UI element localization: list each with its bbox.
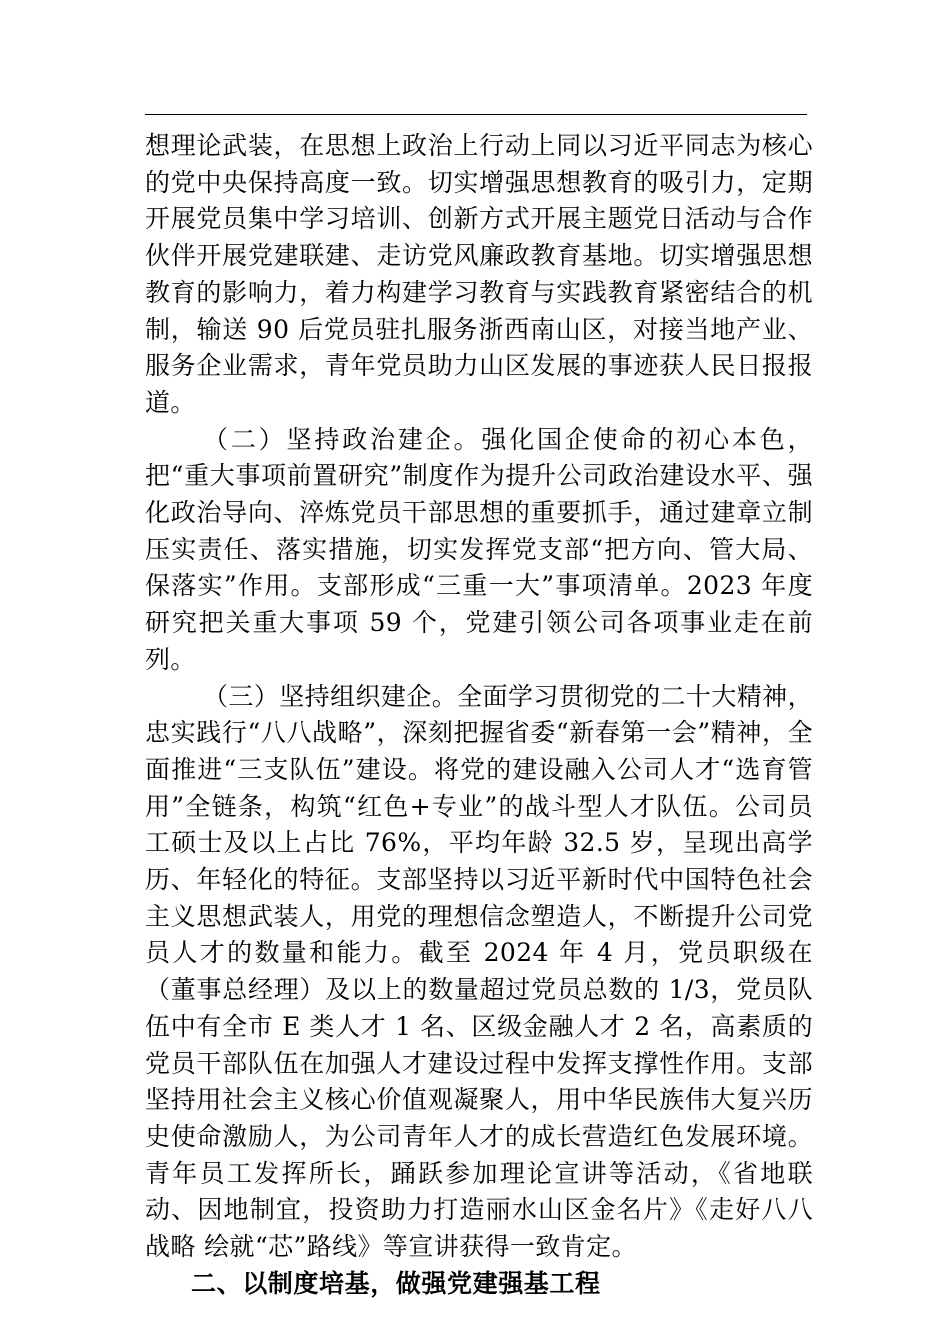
document-body bbox=[145, 128, 813, 1303]
paragraph-continued: 想理论武装，在思想上政治上行动上同以习近平同志为核心的党中央保持高度一致。切实增强思想教育的吸引力，定期开展党员集中学习培训、创新方式开展主题党日活动与合作伙伴开展党建联建、走访党风廉政教育基地。切实增强思想教育的影响力，着力构建学习教育与实践教育紧密结合的机制，输送 90 后党员驻扎服务浙西南山区，对接当地产业、服务企业需求，青年党员助力山区发展的事迹获人民日报报道。 bbox=[145, 131, 813, 417]
paragraph-political: （二）坚持政治建企。强化国企使命的初心本色，把“重大事项前置研究”制度作为提升公司政治建设水平、强化政治导向、淬炼党员干部思想的重要抓手，通过建章立制压实责任、落实措施，切实发挥党支部“把方向、管大局、保落实”作用。支部形成“三重一大”事项清单。2023 年度研究把关重大事项 59 个，党建引领公司各项事业走在前列。 bbox=[145, 424, 813, 674]
section-heading: 二、以制度培基，做强党建强基工程 bbox=[191, 1268, 601, 1298]
paragraph-organization: （三）坚持组织建企。全面学习贯彻党的二十大精神，忠实践行“八八战略”，深刻把握省委“新春第一会”精神，全面推进“三支队伍”建设。将党的建设融入公司人才“选育管用”全链条，构筑“红色+专业”的战斗型人才队伍。公司员工硕士及以上占比 76%，平均年龄 32.5 岁，呈现出高学历、年轻化的特征。支部坚持以习近平新时代中国特色社会主义思想武装人，用党的理想信念塑造人，不断提升公司党员人才的数量和能力。截至 2024 年 4 月，党员职级在（董事总经理）及以上的数量超过党员总数的 1/3，党员队伍中有全市 E 类人才 1 名、区级金融人才 2 名，高素质的党员干部队伍在加强人才建设过程中发挥支撑性作用。支部坚持用社会主义核心价值观凝聚人，用中华民族伟大复兴历史使命激励人，为公司青年人才的成长营造红色发展环境。青年员工发挥所长，踊跃参加理论宣讲等活动，《省地联动、因地制宜，投资助力打造丽水山区金名片》《走好八八战略 绘就“芯”路线》等宣讲获得一致肯定。 bbox=[145, 681, 813, 1262]
header-rule bbox=[145, 114, 807, 115]
